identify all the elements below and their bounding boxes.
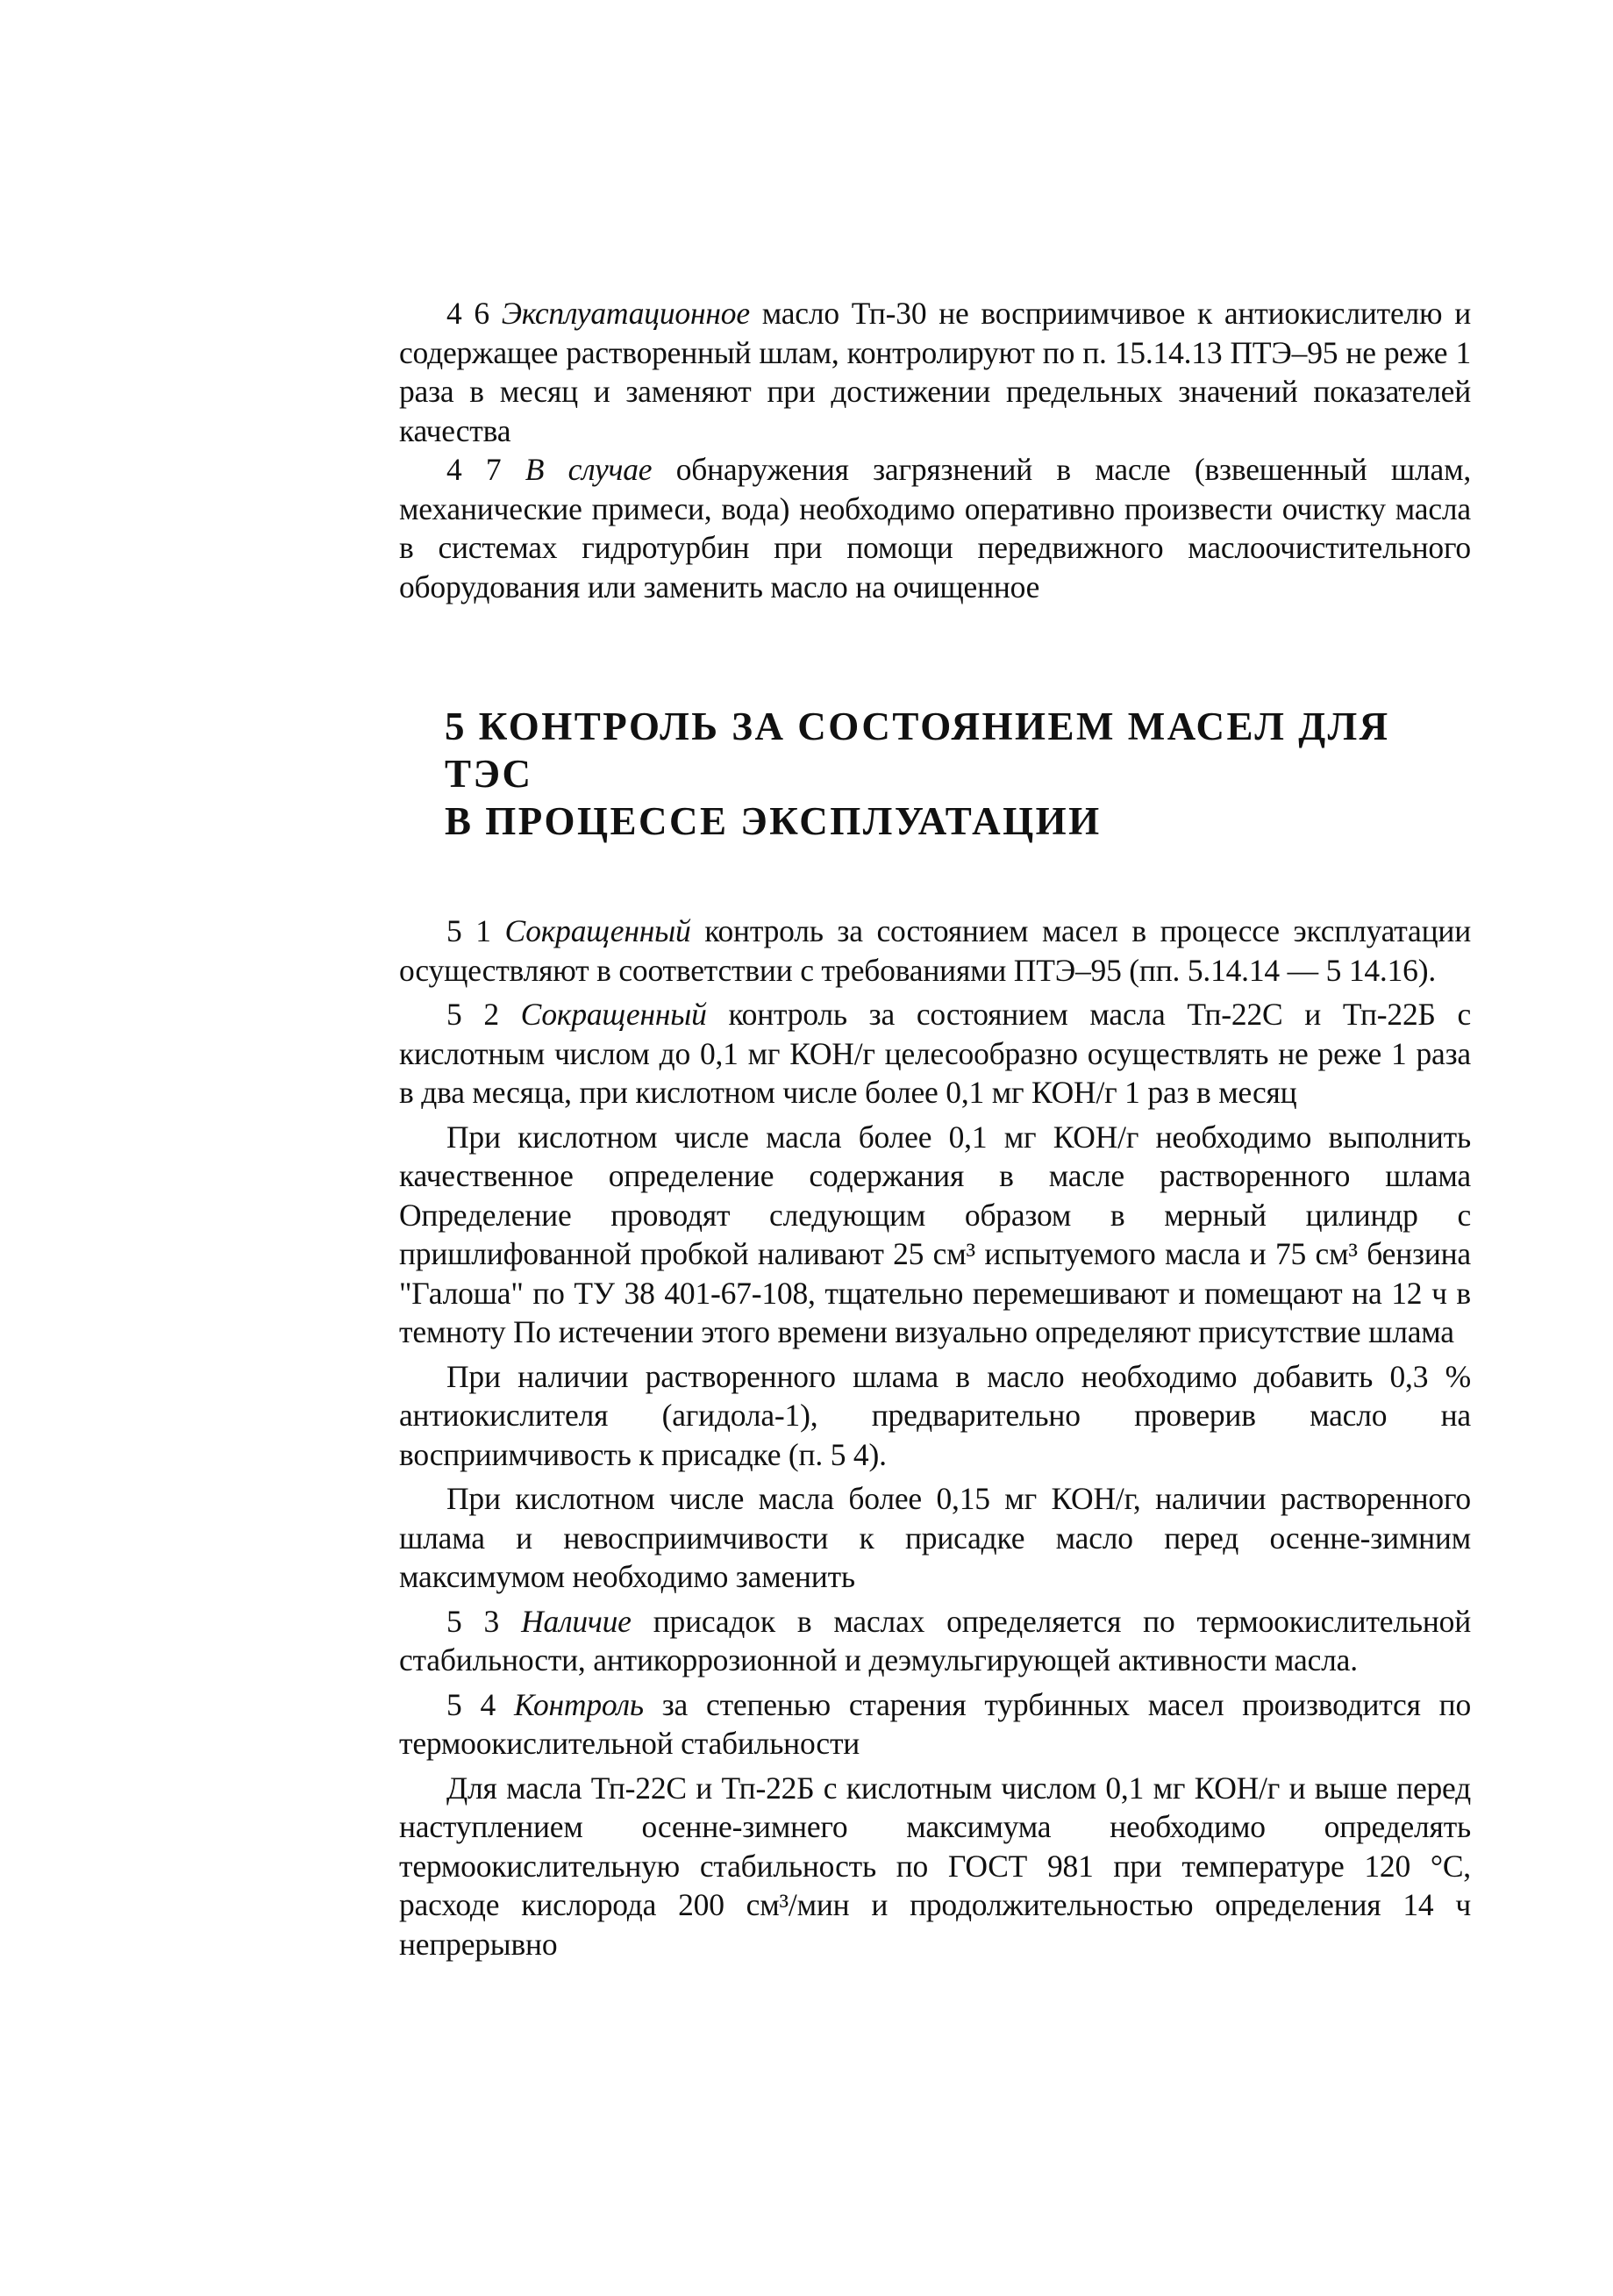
paragraph-text: обнаружения загрязнений в масле (взвешенный шлам, механические примеси, вода) необходимо оперативно произвести очистку масла в системах гидротурбин при помощи передвижного маслоочистительного оборудования или заменить масло на очищенное [399, 452, 1472, 604]
section-heading-line-1: 5 КОНТРОЛЬ ЗА СОСТОЯНИЕМ МАСЕЛ ДЛЯ ТЭС [445, 705, 1390, 796]
paragraph-5-4 [399, 1685, 1471, 1763]
paragraph-replace-oil: При кислотном числе масла более 0,15 мг КОН/г, наличии растворенного шлама и невосприимчивости к присадке масло перед осенне-зимним максимумом необходимо заменить [399, 1481, 1471, 1594]
paragraph-text: масло Тп-30 не восприимчивое к антиокислителю и содержащее растворенный шлам, контролируют по п. 15.14.13 ПТЭ–95 не реже 1 раза в месяц и заменяют при достижении предельных значений показателей качества [399, 296, 1471, 448]
paragraph-lead-term: Сокращенный [520, 997, 707, 1032]
section-5-heading [399, 703, 1471, 845]
paragraph-text: за степенью старения турбинных масел производится по термоокислительной стабильности [399, 1686, 1472, 1761]
paragraph-antioxidant: При наличии растворенного шлама в масло необходимо добавить 0,3 % антиокислителя (агидола-1), предварительно проверив масло на восприимчивость к присадке (п. 5 4). [399, 1358, 1471, 1472]
paragraph-lead-term: Наличие [521, 1603, 632, 1639]
paragraph-text: контроль за состоянием масла Тп-22С и Тп-22Б с кислотным числом до 0,1 мг КОН/г целесообразно осуществлять не реже 1 раза в два месяца, при кислотном числе более 0,1 мг КОН/г 1 раз в месяц [399, 997, 1471, 1110]
document-page [399, 294, 1471, 1963]
paragraph-number: 4 6 [446, 296, 502, 331]
paragraph-text: присадок в маслах определяется по термоокислительной стабильности, антикоррозионной и деэмульгирующей активности масла. [399, 1603, 1471, 1677]
paragraph-4-6 [399, 294, 1471, 450]
paragraph-4-7 [399, 450, 1471, 606]
paragraph-5-3 [399, 1602, 1471, 1680]
paragraph-number: 5 3 [446, 1603, 522, 1639]
paragraph-lead-term: Контроль [513, 1686, 644, 1722]
paragraph-number: 5 4 [446, 1686, 514, 1722]
paragraph-5-1 [399, 912, 1471, 990]
paragraph-text: контроль за состоянием масел в процессе эксплуатации осуществляют в соответствии с требованиями ПТЭ–95 (пп. 5.14.14 — 5 14.16). [399, 913, 1472, 988]
paragraph-number: 5 1 [446, 913, 505, 948]
section-heading-line-2: В ПРОЦЕССЕ ЭКСПЛУАТАЦИИ [445, 799, 1102, 843]
paragraph-slime-test: При кислотном числе масла более 0,1 мг КОН/г необходимо выполнить качественное определение содержания в масле растворенного шлама Определение проводят следующим образом в мерный цилиндр с пришлифованной пробкой наливают 25 см³ испытуемого масла и 75 см³ бензина "Галоша" по ТУ 38 401-67-108, тщательно перемешивают и помещают на 12 ч в темноту По истечении этого времени визуально определяют присутствие шлама [399, 1119, 1471, 1349]
paragraph-lead-term: Сокращенный [504, 913, 691, 948]
paragraph-number: 4 7 [446, 452, 525, 487]
paragraph-lead-term: В случае [525, 452, 653, 487]
paragraph-number: 5 2 [446, 997, 521, 1032]
paragraph-thermal-stability: Для масла Тп-22С и Тп-22Б с кислотным числом 0,1 мг КОН/г и выше перед наступлением осенне-зимнего максимума необходимо определять термоокислительную стабильность по ГОСТ 981 при температуре 120 °С, расходе кислорода 200 см³/мин и продолжительностью определения 14 ч непрерывно [399, 1770, 1471, 1962]
paragraph-5-2 [399, 995, 1471, 1112]
paragraph-lead-term: Эксплуатационное [501, 296, 750, 331]
